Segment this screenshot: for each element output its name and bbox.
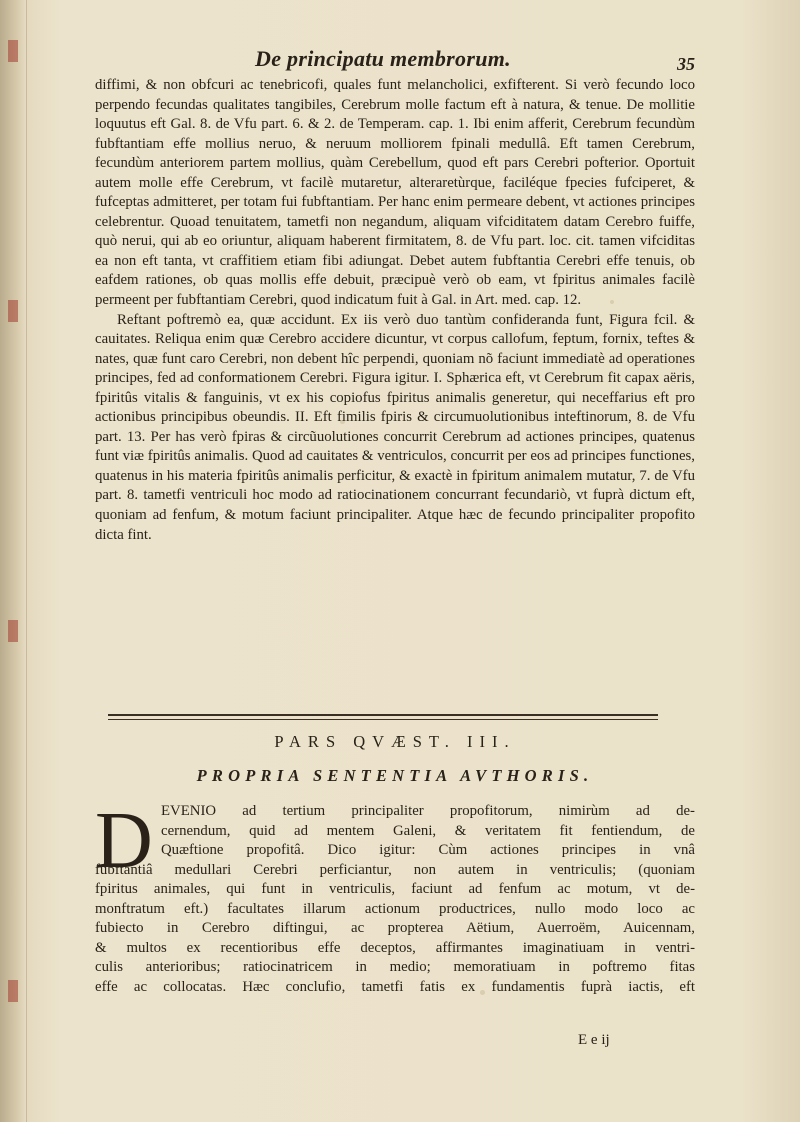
text-line: EVENIO ad tertium principaliter propofitorum, nimirùm ad de- [161,803,695,819]
section-heading: PROPRIA SENTENTIA AVTHORIS. [196,766,594,785]
paragraph: diffimi, & non obfcuri ac tenebricofi, quales funt melancholici, exfifterent. Si verò fecundo loco perpendo fecundas qualitates tangibiles, Cerebrum molle factum eft à natura, & tenue. De mollitie loquutus eft Gal. 8. de Vfu part. 6. & 2. de Temperam. cap. 1. Ibi enim afferit, Cerebrum fecundùm fubftantiam effe mollius neruo, & neruum molliorem fpinali medullâ. Eft tamen Cerebrum, fecundùm anteriorem partem mollius, quàm Cerebellum, quod eft pars Cerebri pofterior. Oportuit autem molle effe Cerebrum, vt facilè mutaretur, alteraretùrque, faciléque fpecies fufciperet, & fufceptas admitteret, per totam fui fubftantiam. Per hanc enim permeare debent, vt actiones principes celebrentur. Quoad tenuitatem, tametfi non negandum, aliquam vifciditatem datam Cerebro fuiffe, quò nerui, qui ab eo oriuntur, aliquam haberent firmitatem, 8. de Vfu part. loc. cit. tamen vifciditas ea non eft tanta, vt craffitiem etiam fibi adiungat. Debet autem fubftantia Cerebri effe tenuis, ob eafdem rationes, ob quas mollis effe debuit, præcipuè verò ob eam, vt fpiritus animales facilè permeent per fubftantiam Cerebri, quod indicatum fuit à Gal. in Art. med. cap. 12. [95,77,695,309]
paragraph: Reftant poftremò ea, quæ accidunt. Ex iis verò duo tantùm confideranda funt, Figura fcil. & cauitates. Reliqua enim quæ Cerebro accidere dicuntur, vt corpus callofum, feptum, fornix, teftes & nates, quæ funt caro Cerebri, non debent hîc perpendi, quoniam nõ faciunt immediatè ad operationes principes, fed ad conformationem Cerebri. Figura igitur. I. Sphærica eft, vt Cerebrum fit capax aëris, fpiritûs vitalis & fanguinis, vt ex his copiofus fpiritus animalis generetur, qui neceffarius eft pro actionibus principibus obeundis. II. Eft fimilis fpiris & circumuolutionibus inteftinorum, 8. de Vfu part. 13. Per has verò fpiras & circũuolutiones concurrit Cerebrum ad actiones principes, quatenus funt viæ fpiritûs animalis. Quod ad cauitates & ventriculos, concurrit per eos ad principes functiones, quatenus in his materia fpiritûs animalis perficitur, & exactè in fpiritum animalem mutatur, 7. de Vfu part. 8. tametfi ventriculi hoc modo ad ratiocinationem concurrant fecundariò, vt fuprà dictum eft, quoniam ad fenfum, & motum faciunt principaliter. Atque hæc de fecundo principaliter propofito dicta fint. [95,311,695,543]
text-line: fpiritus animales, qui funt in ventriculis, faciunt ad fenfum ac motum, vt de- [95,881,695,898]
text-line: Quæftione propofitâ. Dico igitur: Cùm actiones principes in vnâ [161,842,695,859]
gutter-stain [8,620,18,642]
drop-cap: D [95,797,153,885]
signature-mark: E e ij [578,1032,610,1048]
main-text [95,76,695,545]
page-number: 35 [677,54,695,74]
binding-gutter [0,0,27,1122]
text-line: cernendum, quid ad mentem Galeni, & veritatem fit fentiendum, de [161,822,695,839]
section-rule [108,714,658,716]
text-line: fubftantiâ medullari Cerebri perficiantur, non autem in ventriculis; (quoniam [95,861,695,878]
running-head: De principatu membrorum. [255,46,511,71]
text-line: fubiecto in Cerebro diftingui, ac propterea Aëtium, Auerroëm, Auicennam, [95,920,695,937]
text-line: monftratum eft.) facultates illarum actionum productrices, nullo modo loco ac [95,900,695,917]
text-line: culis anterioribus; ratiocinatricem in medio; memoratiuam in poftremo fitas [95,959,695,976]
text-line: & multos ex recentioribus effe deceptos, affirmantes imaginatiuam in ventri- [95,939,695,956]
gutter-stain [8,40,18,62]
gutter-stain [8,980,18,1002]
section-text [95,797,695,997]
text-line: effe ac collocatas. Hæc conclufio, tametfi fatis ex fundamentis fuprà iactis, eft [95,978,695,995]
part-heading: PARS QVÆST. III. [274,732,516,751]
page-header [95,44,695,78]
section-rule [108,719,658,720]
gutter-stain [8,300,18,322]
